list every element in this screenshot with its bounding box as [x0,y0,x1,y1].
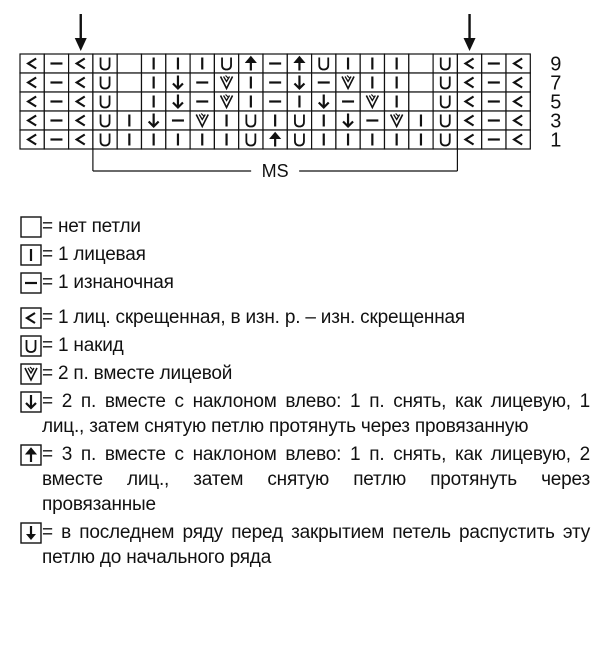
chart-cell [93,54,117,73]
chart-cell [287,130,311,149]
chart-cell [117,54,141,73]
chart-cell [20,130,44,149]
chart-cell [433,73,457,92]
chart-cell [506,92,530,111]
chart-cell [287,54,311,73]
sk2p-icon [20,444,42,466]
chart-cell [409,92,433,111]
chart-cell [409,54,433,73]
chart-cell [166,92,190,111]
chart-cell [20,54,44,73]
chart-cell [142,54,166,73]
chart-cell [385,54,409,73]
chart-cell [69,54,93,73]
row-number: 1 [550,129,562,152]
chart-cell [214,130,238,149]
chart-cell [44,73,68,92]
legend-text: = 2 п. вместе лицевой [42,363,233,384]
chart-cell [482,73,506,92]
chart-cell [142,92,166,111]
repeat-arrow-icon [464,14,476,51]
chart-cell [214,73,238,92]
chart-cell [214,92,238,111]
chart-cell [457,111,481,130]
row-number: 3 [550,110,562,133]
chart-cell [385,73,409,92]
chart-cell [506,54,530,73]
chart-cell [457,54,481,73]
chart-cell [166,130,190,149]
chart-cell [93,111,117,130]
knit-stitch-icon [20,244,42,266]
chart-cell [336,111,360,130]
chart-cell [239,130,263,149]
chart-cell [287,92,311,111]
chart-cell [117,111,141,130]
chart-cell [312,73,336,92]
chart-cell [190,73,214,92]
chart-cell [433,111,457,130]
chart-cell [457,73,481,92]
chart-cell [287,111,311,130]
legend-item-yarn-over [20,333,590,358]
ssk-icon [20,391,42,413]
chart-cell [360,73,384,92]
chart-cell [117,73,141,92]
chart-cell [166,54,190,73]
chart-cell [69,73,93,92]
chart-cell [142,111,166,130]
chart-cell [312,130,336,149]
chart-cell [239,111,263,130]
k2tog-icon [20,363,42,385]
chart-cell [44,111,68,130]
legend-item-ssk [20,389,590,439]
legend-text: = 1 лиц. скрещенная, в изн. р. – изн. скрещенная [42,307,465,328]
repeat-arrow-icon [75,14,87,51]
chart-cell [239,54,263,73]
chart-cell [409,73,433,92]
chart-cell [433,130,457,149]
chart-cell [360,111,384,130]
chart-cell [433,92,457,111]
chart-cell [482,111,506,130]
chart-cell [312,111,336,130]
chart-cell [336,54,360,73]
chart-cell [190,54,214,73]
chart-cell [409,130,433,149]
legend-text: = 1 изнаночная [42,272,174,293]
chart-cell [263,111,287,130]
legend-item-purl [20,270,590,295]
chart-cell [409,111,433,130]
chart-cell [190,111,214,130]
legend [20,214,590,573]
chart-cell [214,111,238,130]
ms-label: MS [261,161,289,181]
chart-cell [482,54,506,73]
legend-text: = нет петли [42,216,141,237]
chart-cell [336,73,360,92]
yarn-over-icon [20,335,42,357]
chart-cell [506,73,530,92]
chart-cell [166,73,190,92]
chart-cell [93,73,117,92]
legend-text: = в последнем ряду перед закрытием петель распустить эту петлю до начального ряда [42,522,590,568]
legend-text: = 2 п. вместе с наклоном влево: 1 п. снять, как лицевую, 1 лиц., затем снятую петлю протянуть через провязанную [42,391,590,437]
knitting-chart [0,0,601,214]
chart-cell [142,130,166,149]
chart-cell [263,54,287,73]
row-number: 5 [550,91,562,114]
legend-item-k2tog [20,361,590,386]
drop-stitch-icon [20,522,42,544]
chart-cell [506,111,530,130]
legend-item-drop [20,520,590,570]
chart-cell [117,92,141,111]
chart-cell [482,92,506,111]
chart-cell [239,92,263,111]
chart-cell [360,130,384,149]
row-number: 9 [550,53,562,76]
legend-text: = 1 лицевая [42,244,146,265]
chart-cell [44,54,68,73]
chart-cell [69,111,93,130]
chart-cell [457,130,481,149]
chart-cell [93,130,117,149]
purl-stitch-icon [20,272,42,294]
chart-cell [69,92,93,111]
twisted-stitch-icon [20,307,42,329]
chart-cell [312,92,336,111]
chart-cell [117,130,141,149]
chart-cell [336,92,360,111]
chart-cell [385,92,409,111]
chart-cell [312,54,336,73]
chart-cell [360,54,384,73]
chart-cell [482,130,506,149]
legend-item-no-stitch [20,214,590,239]
chart-cell [336,130,360,149]
chart-cell [457,92,481,111]
chart-cell [93,92,117,111]
legend-item-twisted [20,305,590,330]
chart-cell [239,73,263,92]
empty-stitch-icon [20,216,42,238]
legend-text: = 3 п. вместе с наклоном влево: 1 п. снять, как лицевую, 2 вместе лиц., затем снятую петлю протянуть через провязанные [42,444,590,515]
chart-cell [263,92,287,111]
row-number: 7 [550,72,562,95]
legend-item-knit [20,242,590,267]
chart-cell [20,92,44,111]
chart-cell [433,54,457,73]
chart-cell [214,54,238,73]
chart-cell [263,73,287,92]
chart-cell [506,130,530,149]
chart-cell [44,92,68,111]
chart-cell [69,130,93,149]
chart-cell [385,111,409,130]
chart-cell [166,111,190,130]
chart-cell [20,111,44,130]
chart-cell [263,130,287,149]
chart-cell [385,130,409,149]
chart-cell [360,92,384,111]
chart-cell [44,130,68,149]
legend-text: = 1 накид [42,335,124,356]
chart-cell [190,92,214,111]
chart-cell [287,73,311,92]
chart-cell [190,130,214,149]
chart-cell [20,73,44,92]
legend-item-sk2p [20,442,590,517]
chart-cell [142,73,166,92]
